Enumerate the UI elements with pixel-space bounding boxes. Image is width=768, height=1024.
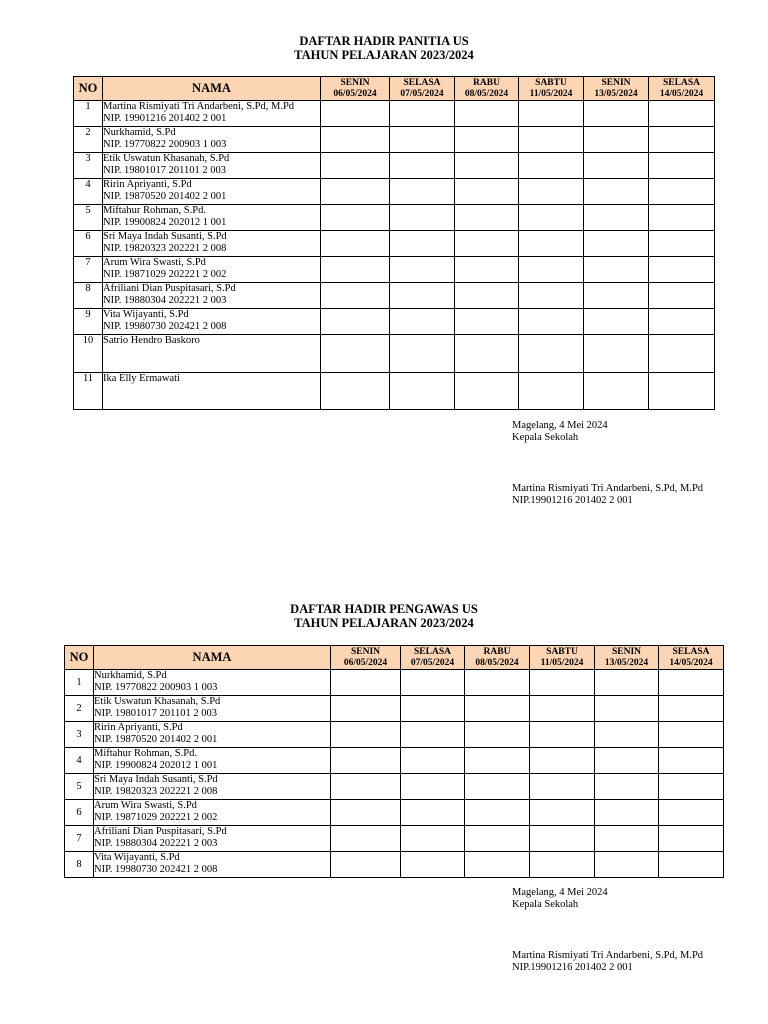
member-cell (94, 800, 331, 826)
member-nip: NIP. 19871029 202221 2 002 (103, 269, 227, 280)
attendance-cell[interactable] (659, 696, 724, 722)
day-header-5 (595, 646, 659, 670)
attendance-cell[interactable] (659, 800, 724, 826)
table-row (65, 800, 724, 826)
day-name: SELASA (663, 77, 700, 88)
day-name: SENIN (601, 77, 631, 88)
day-date: 13/05/2024 (604, 657, 649, 668)
day-date: 14/05/2024 (669, 657, 713, 668)
attendance-cell[interactable] (321, 283, 390, 309)
attendance-cell[interactable] (530, 748, 595, 774)
attendance-cell[interactable] (321, 309, 390, 335)
row-number: 1 (65, 670, 94, 696)
attendance-cell[interactable] (595, 722, 659, 748)
table-row (65, 852, 724, 878)
attendance-cell[interactable] (465, 800, 530, 826)
table-row (74, 127, 715, 153)
member-nip: NIP. 19901216 201402 2 001 (103, 113, 227, 124)
attendance-cell[interactable] (519, 205, 584, 231)
member-nip: NIP. 19871029 202221 2 002 (94, 812, 218, 823)
attendance-cell[interactable] (401, 748, 465, 774)
day-date: 07/05/2024 (400, 88, 444, 99)
attendance-cell[interactable] (455, 257, 519, 283)
attendance-cell[interactable] (649, 283, 715, 309)
attendance-cell[interactable] (584, 257, 649, 283)
attendance-cell[interactable] (321, 373, 390, 410)
member-cell (103, 335, 321, 373)
table-row (74, 373, 715, 410)
member-name: Ririn Apriyanti, S.Pd (94, 722, 183, 733)
attendance-cell[interactable] (649, 205, 715, 231)
day-date: 13/05/2024 (594, 88, 638, 99)
attendance-cell[interactable] (519, 373, 584, 410)
member-nip: NIP. 19770822 200903 1 003 (103, 139, 227, 150)
attendance-cell[interactable] (331, 748, 401, 774)
attendance-cell[interactable] (595, 826, 659, 852)
member-nip: NIP. 19880304 202221 2 003 (103, 295, 227, 306)
attendance-cell[interactable] (321, 101, 390, 127)
day-date: 06/05/2024 (333, 88, 377, 99)
member-name: Arum Wira Swasti, S.Pd (103, 257, 206, 268)
member-cell (94, 670, 331, 696)
member-name: Nurkhamid, S.Pd (103, 127, 176, 138)
member-nip: NIP. 19820323 202221 2 008 (94, 786, 218, 797)
member-cell (103, 101, 321, 127)
attendance-cell[interactable] (584, 335, 649, 373)
member-cell (103, 153, 321, 179)
attendance-cell[interactable] (455, 127, 519, 153)
member-cell (103, 231, 321, 257)
table-row (74, 153, 715, 179)
member-nip: NIP. 19980730 202421 2 008 (103, 321, 227, 332)
attendance-cell[interactable] (584, 373, 649, 410)
attendance-cell[interactable] (465, 722, 530, 748)
attendance-cell[interactable] (519, 153, 584, 179)
attendance-cell[interactable] (649, 373, 715, 410)
signatory-name: Martina Rismiyati Tri Andarbeni, S.Pd, M.Pd (512, 483, 704, 494)
member-cell (94, 722, 331, 748)
attendance-cell[interactable] (649, 101, 715, 127)
day-header-5 (584, 77, 649, 101)
member-name: Miftahur Rohman, S.Pd. (94, 748, 197, 759)
attendance-cell[interactable] (321, 179, 390, 205)
row-number: 2 (65, 696, 94, 722)
table-row (74, 283, 715, 309)
member-name: Afriliani Dian Puspitasari, S.Pd (103, 283, 236, 294)
attendance-cell[interactable] (455, 153, 519, 179)
attendance-cell[interactable] (390, 205, 455, 231)
attendance-cell[interactable] (390, 231, 455, 257)
member-nip: NIP. 19980730 202421 2 008 (94, 864, 218, 875)
pengawas-attendance-table (64, 645, 724, 878)
day-name: SENIN (350, 646, 381, 657)
table-row (65, 670, 724, 696)
member-name: Nurkhamid, S.Pd (94, 670, 167, 681)
day-date: 08/05/2024 (464, 88, 509, 99)
member-cell (103, 309, 321, 335)
attendance-cell[interactable] (465, 852, 530, 878)
attendance-cell[interactable] (455, 283, 519, 309)
signatory-nip: NIP.19901216 201402 2 001 (512, 495, 633, 506)
member-cell (103, 127, 321, 153)
attendance-cell[interactable] (530, 800, 595, 826)
attendance-cell[interactable] (530, 696, 595, 722)
attendance-cell[interactable] (331, 670, 401, 696)
member-name: Sri Maya Indah Susanti, S.Pd (103, 231, 227, 242)
attendance-cell[interactable] (595, 774, 659, 800)
attendance-cell[interactable] (659, 722, 724, 748)
signature-place-date: Magelang, 4 Mei 2024 (512, 887, 608, 898)
attendance-cell[interactable] (595, 748, 659, 774)
table-row (74, 257, 715, 283)
day-name: SENIN (611, 646, 642, 657)
attendance-cell[interactable] (455, 309, 519, 335)
row-number: 8 (65, 852, 94, 878)
attendance-cell[interactable] (584, 309, 649, 335)
day-name: RABU (473, 77, 500, 88)
attendance-cell[interactable] (595, 852, 659, 878)
attendance-cell[interactable] (390, 257, 455, 283)
attendance-cell[interactable] (465, 826, 530, 852)
member-nip: NIP. 19820323 202221 2 008 (103, 243, 227, 254)
day-date: 11/05/2024 (529, 88, 573, 99)
day-header-2 (401, 646, 465, 670)
attendance-cell[interactable] (390, 335, 455, 373)
attendance-cell[interactable] (659, 670, 724, 696)
member-name: Afriliani Dian Puspitasari, S.Pd (94, 826, 227, 837)
member-cell (103, 205, 321, 231)
pengawas-title-line2: TAHUN PELAJARAN 2023/2024 (294, 616, 474, 630)
member-nip: NIP. 19870520 201402 2 001 (103, 191, 227, 202)
attendance-cell[interactable] (390, 309, 455, 335)
day-header-1 (321, 77, 390, 101)
attendance-cell[interactable] (649, 231, 715, 257)
member-name: Sri Maya Indah Susanti, S.Pd (94, 774, 218, 785)
attendance-cell[interactable] (649, 257, 715, 283)
member-cell (103, 283, 321, 309)
attendance-cell[interactable] (584, 283, 649, 309)
member-name: Etik Uswatun Khasanah, S.Pd (94, 696, 221, 707)
attendance-cell[interactable] (530, 722, 595, 748)
row-number: 8 (74, 283, 103, 309)
member-cell (103, 257, 321, 283)
row-number: 3 (65, 722, 94, 748)
attendance-cell[interactable] (595, 800, 659, 826)
nama-header: NAMA (103, 77, 321, 101)
attendance-cell[interactable] (584, 231, 649, 257)
day-header-3 (455, 77, 519, 101)
attendance-cell[interactable] (649, 153, 715, 179)
attendance-cell[interactable] (455, 231, 519, 257)
attendance-cell[interactable] (331, 852, 401, 878)
member-name: Etik Uswatun Khasanah, S.Pd (103, 153, 230, 164)
attendance-cell[interactable] (390, 373, 455, 410)
row-number: 5 (74, 205, 103, 231)
attendance-cell[interactable] (465, 774, 530, 800)
member-name: Ririn Apriyanti, S.Pd (103, 179, 192, 190)
day-header-1 (331, 646, 401, 670)
attendance-cell[interactable] (321, 231, 390, 257)
attendance-cell[interactable] (390, 101, 455, 127)
attendance-cell[interactable] (455, 205, 519, 231)
row-number: 3 (74, 153, 103, 179)
pengawas-header-row (65, 646, 724, 670)
row-number: 6 (74, 231, 103, 257)
member-cell (94, 826, 331, 852)
day-name: SENIN (340, 77, 370, 88)
day-header-6 (659, 646, 724, 670)
day-name: SELASA (403, 77, 441, 88)
attendance-cell[interactable] (659, 826, 724, 852)
member-cell (94, 852, 331, 878)
attendance-cell[interactable] (465, 748, 530, 774)
row-number: 5 (65, 774, 94, 800)
attendance-cell[interactable] (659, 748, 724, 774)
day-name: RABU (483, 646, 511, 657)
member-name: Satrio Hendro Baskoro (103, 335, 200, 346)
attendance-cell[interactable] (584, 153, 649, 179)
attendance-cell[interactable] (401, 826, 465, 852)
day-date: 07/05/2024 (410, 657, 455, 668)
signature-role: Kepala Sekolah (512, 899, 579, 910)
attendance-cell[interactable] (331, 826, 401, 852)
attendance-cell[interactable] (321, 335, 390, 373)
attendance-cell[interactable] (519, 257, 584, 283)
attendance-cell[interactable] (595, 696, 659, 722)
attendance-cell[interactable] (649, 309, 715, 335)
day-name: SELASA (414, 646, 451, 657)
attendance-cell[interactable] (519, 179, 584, 205)
table-row (74, 205, 715, 231)
table-row (65, 774, 724, 800)
attendance-cell[interactable] (401, 722, 465, 748)
attendance-cell[interactable] (649, 179, 715, 205)
attendance-cell[interactable] (455, 373, 519, 410)
attendance-cell[interactable] (519, 309, 584, 335)
attendance-cell[interactable] (584, 101, 649, 127)
attendance-cell[interactable] (659, 852, 724, 878)
row-number: 11 (74, 373, 103, 410)
panitia-signature-block (512, 420, 608, 444)
attendance-cell[interactable] (584, 179, 649, 205)
member-nip: NIP. 19880304 202221 2 003 (94, 838, 218, 849)
member-name: Vita Wijayanti, S.Pd (94, 852, 180, 863)
attendance-cell[interactable] (519, 335, 584, 373)
attendance-cell[interactable] (331, 722, 401, 748)
attendance-cell[interactable] (465, 696, 530, 722)
attendance-cell[interactable] (649, 335, 715, 373)
member-nip: NIP. 19900824 202012 1 001 (94, 760, 218, 771)
attendance-cell[interactable] (455, 335, 519, 373)
member-nip: NIP. 19801017 201101 2 003 (94, 708, 217, 719)
row-number: 7 (65, 826, 94, 852)
attendance-cell[interactable] (530, 826, 595, 852)
row-number: 7 (74, 257, 103, 283)
day-date: 11/05/2024 (540, 657, 584, 668)
day-header-4 (530, 646, 595, 670)
member-nip: NIP. 19801017 201101 2 003 (103, 165, 226, 176)
row-number: 1 (74, 101, 103, 127)
attendance-cell[interactable] (401, 670, 465, 696)
panitia-title-line2: TAHUN PELAJARAN 2023/2024 (294, 48, 474, 62)
attendance-cell[interactable] (530, 670, 595, 696)
member-cell (94, 696, 331, 722)
row-number: 2 (74, 127, 103, 153)
day-date: 08/05/2024 (475, 657, 519, 668)
day-date: 06/05/2024 (343, 657, 388, 668)
row-number: 4 (74, 179, 103, 205)
member-name: Ika Elly Ermawati (103, 373, 180, 384)
attendance-cell[interactable] (455, 101, 519, 127)
attendance-cell[interactable] (321, 205, 390, 231)
panitia-signatory (512, 483, 703, 507)
attendance-cell[interactable] (519, 283, 584, 309)
attendance-cell[interactable] (390, 283, 455, 309)
day-name: SABTU (546, 646, 578, 657)
table-row (74, 309, 715, 335)
table-row (65, 826, 724, 852)
attendance-cell[interactable] (649, 127, 715, 153)
day-header-4 (519, 77, 584, 101)
row-number: 4 (65, 748, 94, 774)
attendance-cell[interactable] (519, 127, 584, 153)
no-header: NO (74, 77, 103, 101)
attendance-cell[interactable] (401, 774, 465, 800)
attendance-cell[interactable] (584, 205, 649, 231)
table-row (74, 179, 715, 205)
attendance-cell[interactable] (595, 670, 659, 696)
attendance-cell[interactable] (321, 257, 390, 283)
signature-role: Kepala Sekolah (512, 432, 579, 443)
signatory-name: Martina Rismiyati Tri Andarbeni, S.Pd, M.Pd (512, 950, 704, 961)
day-header-2 (390, 77, 455, 101)
attendance-cell[interactable] (584, 127, 649, 153)
attendance-cell[interactable] (401, 800, 465, 826)
row-number: 9 (74, 309, 103, 335)
attendance-cell[interactable] (331, 696, 401, 722)
day-date: 14/05/2024 (659, 88, 704, 99)
attendance-cell[interactable] (331, 800, 401, 826)
table-row (74, 335, 715, 373)
day-header-6 (649, 77, 715, 101)
table-row (65, 722, 724, 748)
table-row (74, 231, 715, 257)
attendance-cell[interactable] (530, 774, 595, 800)
member-name: Miftahur Rohman, S.Pd. (103, 205, 206, 216)
member-cell (94, 774, 331, 800)
attendance-cell[interactable] (455, 179, 519, 205)
attendance-cell[interactable] (321, 127, 390, 153)
attendance-cell[interactable] (465, 670, 530, 696)
panitia-attendance-table (73, 76, 715, 410)
day-name: SELASA (672, 646, 710, 657)
attendance-cell[interactable] (659, 774, 724, 800)
day-header-3 (465, 646, 530, 670)
no-header: NO (65, 646, 94, 670)
attendance-cell[interactable] (331, 774, 401, 800)
row-number: 10 (74, 335, 103, 373)
attendance-cell[interactable] (519, 231, 584, 257)
table-row (65, 748, 724, 774)
attendance-cell[interactable] (321, 153, 390, 179)
signatory-nip: NIP.19901216 201402 2 001 (512, 962, 633, 973)
panitia-header-row (74, 77, 715, 101)
day-name: SABTU (535, 77, 567, 88)
attendance-cell[interactable] (390, 127, 455, 153)
member-cell (103, 373, 321, 410)
attendance-cell[interactable] (401, 696, 465, 722)
attendance-cell[interactable] (519, 101, 584, 127)
member-nip: NIP. 19770822 200903 1 003 (94, 682, 218, 693)
member-name: Arum Wira Swasti, S.Pd (94, 800, 197, 811)
panitia-title (0, 34, 768, 62)
attendance-cell[interactable] (530, 852, 595, 878)
pengawas-title-line1: DAFTAR HADIR PENGAWAS US (290, 602, 478, 616)
member-cell (94, 748, 331, 774)
signature-place-date: Magelang, 4 Mei 2024 (512, 420, 608, 431)
row-number: 6 (65, 800, 94, 826)
pengawas-title (0, 602, 768, 630)
attendance-cell[interactable] (390, 179, 455, 205)
member-name: Martina Rismiyati Tri Andarbeni, S.Pd, M.Pd (103, 101, 295, 112)
table-row (74, 101, 715, 127)
pengawas-signature-block (512, 887, 608, 911)
member-cell (103, 179, 321, 205)
nama-header: NAMA (94, 646, 331, 670)
member-name: Vita Wijayanti, S.Pd (103, 309, 189, 320)
member-nip: NIP. 19870520 201402 2 001 (94, 734, 218, 745)
attendance-cell[interactable] (401, 852, 465, 878)
pengawas-signatory (512, 950, 703, 974)
attendance-cell[interactable] (390, 153, 455, 179)
member-nip: NIP. 19900824 202012 1 001 (103, 217, 227, 228)
table-row (65, 696, 724, 722)
panitia-title-line1: DAFTAR HADIR PANITIA US (299, 34, 469, 48)
